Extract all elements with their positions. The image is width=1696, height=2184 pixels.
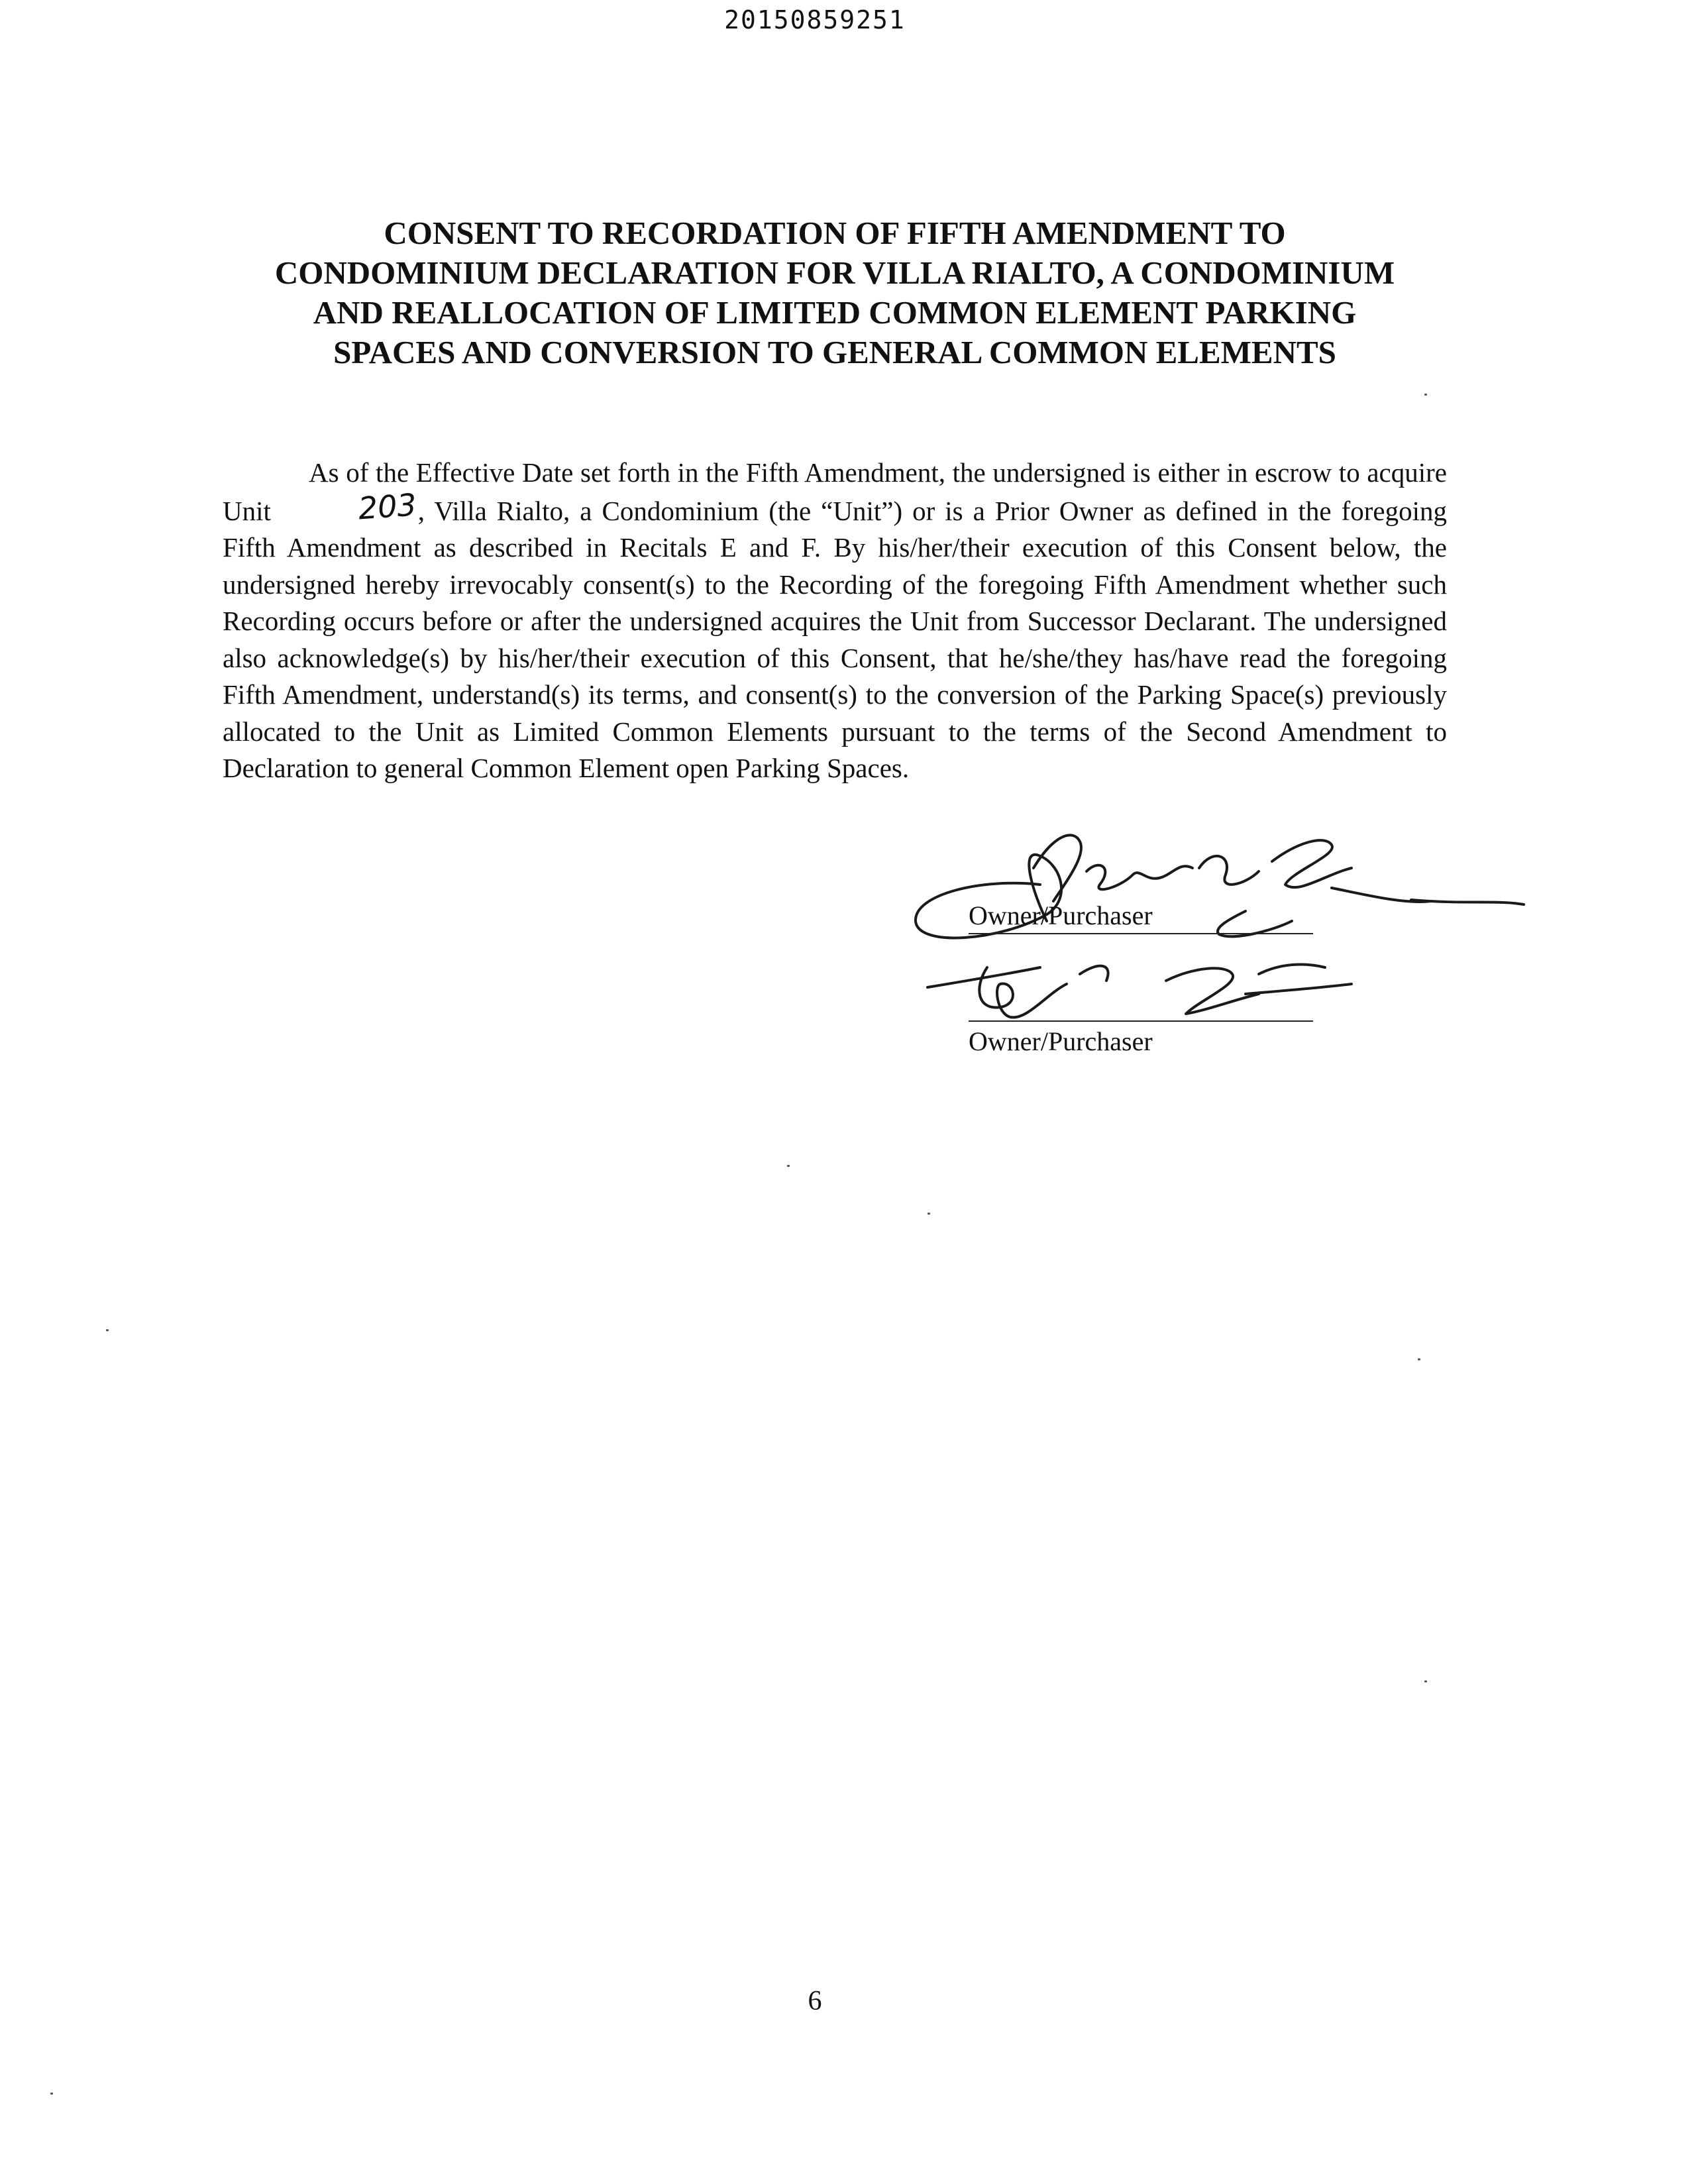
title-line-3: AND REALLOCATION OF LIMITED COMMON ELEMENT PARKING <box>313 294 1357 331</box>
scan-speck <box>50 2093 53 2095</box>
scan-speck <box>106 1329 109 1331</box>
signature-label-1: Owner/Purchaser <box>969 901 1153 930</box>
consent-text-before-unit: As of the Effective Date set forth in the Fifth Amendment, the undersigned is either in escrow to acquire Unit <box>223 457 1447 526</box>
signature-line-1 <box>969 933 1313 934</box>
scan-speck <box>1424 394 1427 396</box>
title-line-1: CONSENT TO RECORDATION OF FIFTH AMENDMENT TO <box>384 215 1286 251</box>
handwritten-unit-number: 203 <box>356 486 418 526</box>
consent-paragraph <box>223 455 1447 787</box>
scan-speck <box>1424 1680 1427 1682</box>
scan-speck <box>787 1165 790 1167</box>
recording-number: 20150859251 <box>724 5 906 34</box>
consent-text-after-unit: , Villa Rialto, a Condominium (the “Unit”) or is a Prior Owner as defined in the foregoing Fifth Amendment as described in Recitals E and F. By his/her/their execution of this Consent below, the undersigned hereby irrevocably consent(s) to the Recording of the foregoing Fifth Amendment whether such Recording occurs before or after the undersigned acquires the Unit from Successor Declarant. The undersigned also acknowledge(s) by his/her/their execution of this Consent, that he/she/they has/have read the foregoing Fifth Amendment, understand(s) its terms, and consent(s) to the conversion of the Parking Space(s) previously allocated to the Unit as Limited Common Elements pursuant to the terms of the Second Amendment to Declaration to general Common Element open Parking Spaces. <box>223 495 1447 783</box>
title-line-4: SPACES AND CONVERSION TO GENERAL COMMON ELEMENTS <box>333 334 1336 370</box>
title-line-2: CONDOMINIUM DECLARATION FOR VILLA RIALTO, A CONDOMINIUM <box>274 254 1395 291</box>
document-title <box>219 213 1451 372</box>
scan-speck <box>928 1213 930 1215</box>
signature-line-2 <box>969 1020 1313 1022</box>
scan-speck <box>1418 1358 1420 1360</box>
page-number: 6 <box>808 1986 822 2016</box>
signature-label-2: Owner/Purchaser <box>969 1026 1153 1056</box>
